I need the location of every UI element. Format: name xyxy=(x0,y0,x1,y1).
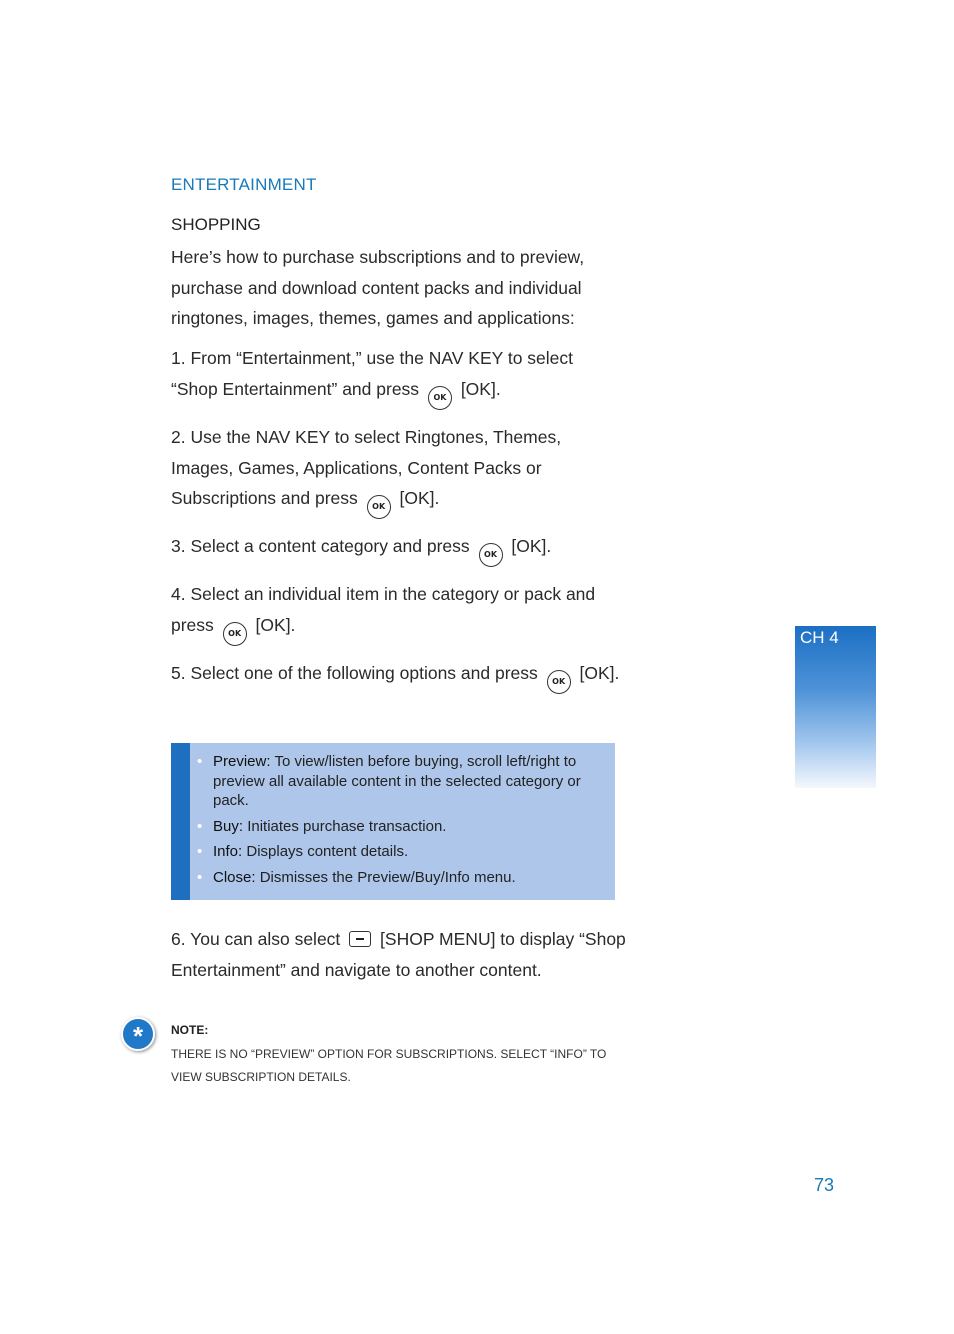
step-3 xyxy=(171,531,621,567)
option-preview xyxy=(213,752,603,811)
option-desc: Dismisses the Preview/Buy/Info menu. xyxy=(259,868,516,886)
step-2-ok: [OK]. xyxy=(399,488,440,508)
note-label: NOTE: xyxy=(171,1023,209,1037)
ok-key-icon: OK xyxy=(367,495,391,519)
note-asterisk-icon: * xyxy=(121,1017,155,1051)
step-6-text: 6. You can also select xyxy=(171,929,341,949)
option-term: Info: xyxy=(213,843,243,860)
option-term: Buy: xyxy=(213,817,244,835)
ok-key-icon: OK xyxy=(479,543,503,567)
menu-key-icon xyxy=(349,931,371,947)
intro-paragraph: Here’s how to purchase subscriptions and to preview, purchase and download content packs and individual ringtones, images, themes, games and applications: xyxy=(171,247,585,328)
step-1-ok: [OK]. xyxy=(460,378,501,399)
step-3-ok: [OK]. xyxy=(511,536,552,556)
option-buy xyxy=(213,817,603,837)
step-5-text: 5. Select one of the following options and press xyxy=(171,663,538,683)
option-desc: To view/listen before buying, scroll left/right to preview all available content in the selected category or pack. xyxy=(213,753,581,809)
option-term: Preview: xyxy=(213,753,271,770)
step-6-rest: [SHOP MENU] to display “Shop Entertainment” and navigate to another content. xyxy=(171,929,626,980)
step-1 xyxy=(171,343,621,410)
section-title: ENTERTAINMENT xyxy=(171,175,317,194)
step-5-ok: [OK]. xyxy=(579,663,620,683)
ok-key-icon: OK xyxy=(223,622,247,646)
note-text: THERE IS NO “PREVIEW” OPTION FOR SUBSCRIPTIONS. SELECT “INFO” TO VIEW SUBSCRIPTION DETAILS. xyxy=(171,1047,607,1084)
option-term: Close: xyxy=(213,868,256,886)
ok-key-icon: OK xyxy=(428,386,452,410)
step-5 xyxy=(171,658,621,694)
ok-key-icon: OK xyxy=(547,670,571,694)
chapter-label: CH 4 xyxy=(800,628,839,647)
chapter-tab xyxy=(795,626,876,788)
options-callout xyxy=(171,743,615,900)
step-2 xyxy=(171,422,601,519)
option-desc: Displays content details. xyxy=(246,843,409,860)
step-4 xyxy=(171,579,621,646)
step-3-text: 3. Select a content category and press xyxy=(171,536,470,556)
page-number: 73 xyxy=(814,1175,835,1195)
step-1-text: 1. From “Entertainment,” use the NAV KEY to select “Shop Entertainment” and press xyxy=(171,348,574,399)
option-close xyxy=(213,868,603,888)
step-4-text: 4. Select an individual item in the category or pack and press xyxy=(171,584,596,635)
step-2-text: 2. Use the NAV KEY to select Ringtones, Themes, Images, Games, Applications, Content Packs or Subscriptions and press xyxy=(171,427,562,508)
step-6 xyxy=(171,924,626,985)
callout-accent-bar xyxy=(171,743,190,900)
option-desc: Initiates purchase transaction. xyxy=(247,817,447,835)
option-info xyxy=(213,842,603,862)
options-list xyxy=(213,752,603,893)
step-4-ok: [OK]. xyxy=(255,614,296,635)
subsection-title: SHOPPING xyxy=(171,215,261,234)
